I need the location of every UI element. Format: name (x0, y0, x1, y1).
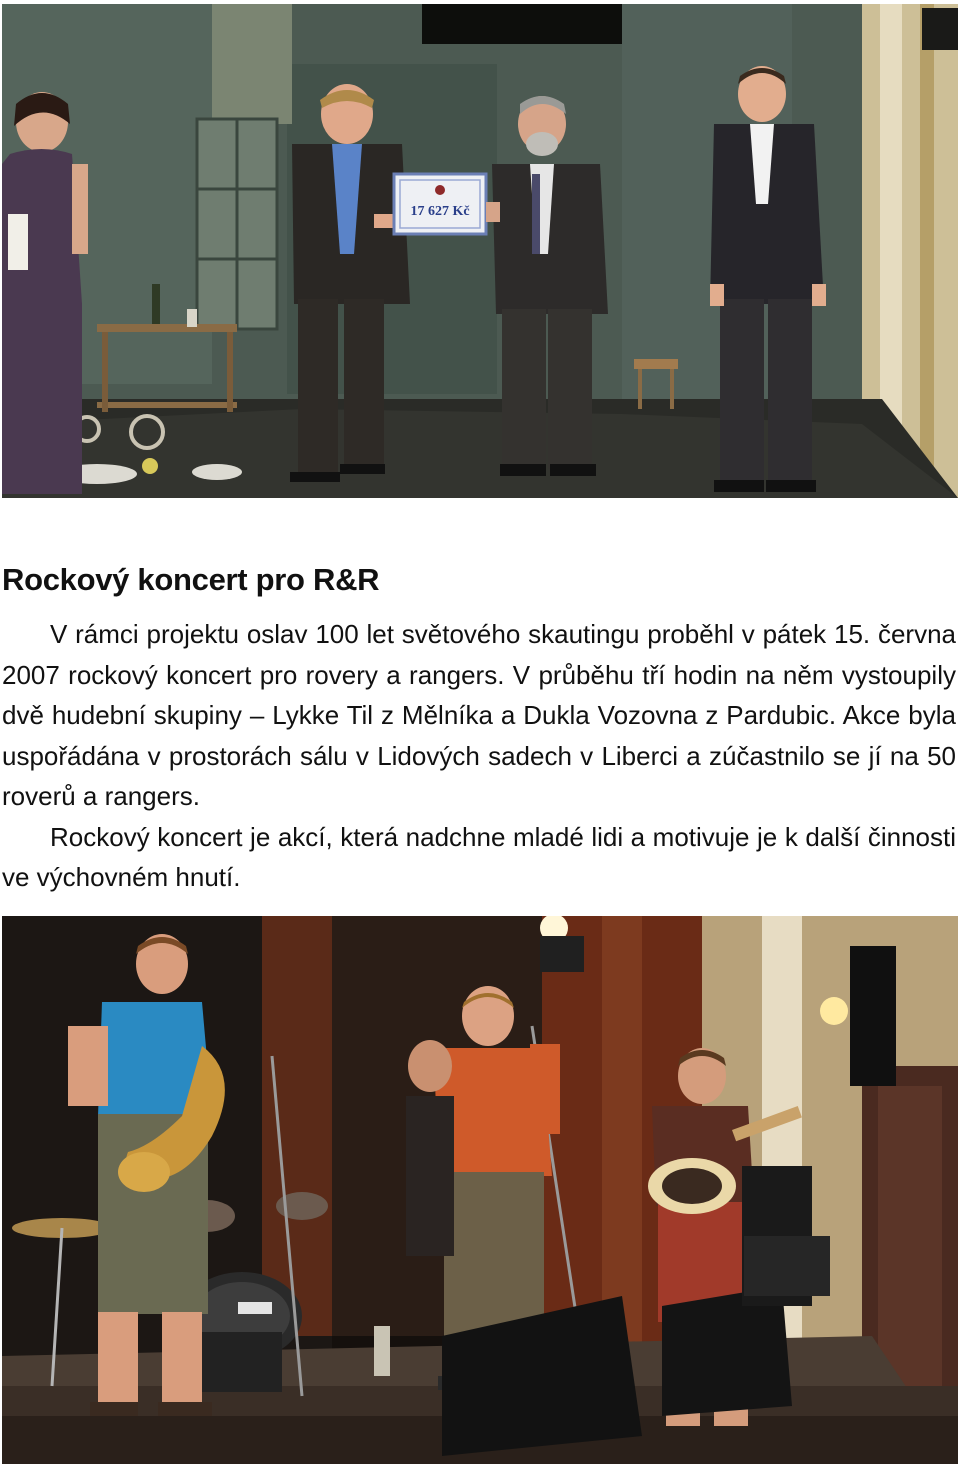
cheque-amount: 17 627 Kč (410, 204, 470, 219)
article-title: Rockový koncert pro R&R (2, 562, 380, 597)
article-paragraph: Rockový koncert je akcí, která nadchne mladé lidi a motivuje je k další činnosti ve výchovném hnutí. (2, 821, 956, 892)
article (2, 560, 956, 898)
rock-concert-photo (2, 916, 958, 1464)
article-paragraph: V rámci projektu oslav 100 let světového skautingu proběhl v pátek 15. června 2007 rockový koncert pro rovery a rangers. V průběhu tří hodin na něm vystoupily dvě hudební skupiny – Lykke Til z Mělníka a Dukla Vozovna z Pardubic. Akce byla uspořádána v prostorách sálu v Lidových sadech v Liberci a zúčastnilo se jí na 50 roverů a rangers. (2, 619, 956, 811)
stage-cheque-photo (2, 4, 958, 498)
